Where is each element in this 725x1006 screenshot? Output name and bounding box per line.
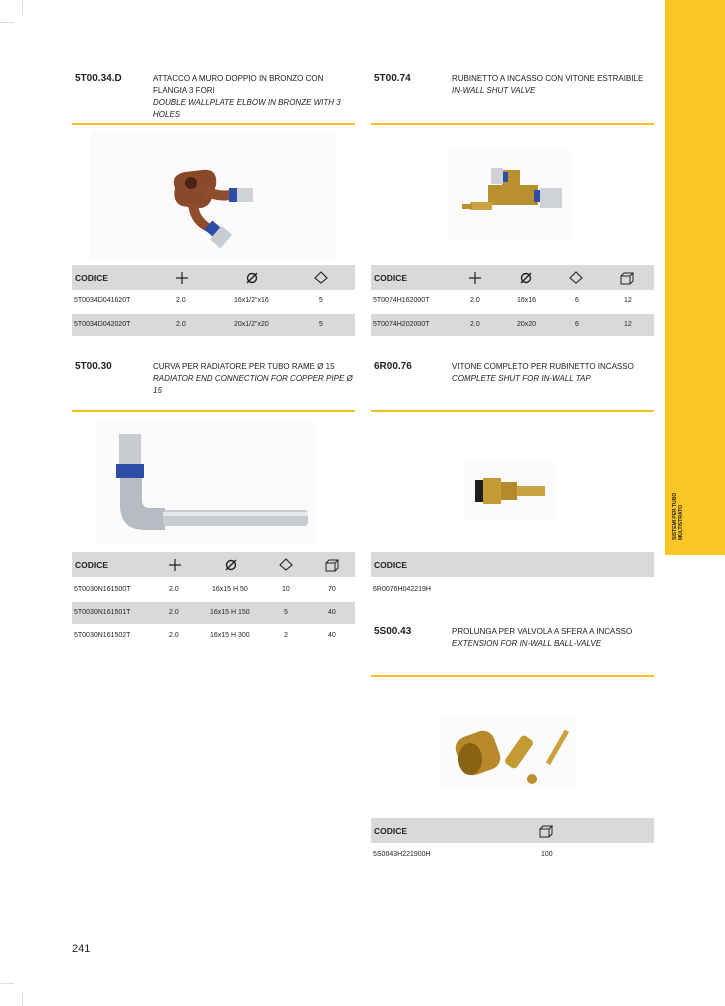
product-code: 5T00.74 xyxy=(374,73,411,84)
product-photo xyxy=(448,150,573,240)
table-row xyxy=(72,579,355,601)
cell-code: 5S0043H221900H xyxy=(373,851,431,858)
table-header xyxy=(371,552,654,577)
description-italian: PROLUNGA PER VALVOLA A SFERA A INCASSO xyxy=(452,627,633,636)
table-header-label: CODICE xyxy=(374,560,408,570)
table-row xyxy=(371,290,654,312)
table-row xyxy=(371,314,654,336)
description-english: DOUBLE WALLPLATE ELBOW IN BRONZE WITH 3 HOLES xyxy=(153,98,341,119)
page-number: 241 xyxy=(72,943,91,955)
cell-thickness: 2.0 xyxy=(169,632,179,639)
diameter-icon xyxy=(245,271,259,285)
cell-size: 16x15 H 150 xyxy=(210,609,250,616)
product-code: 5T00.34.D xyxy=(75,73,122,84)
product-description xyxy=(153,361,358,397)
table-row xyxy=(72,625,355,647)
thickness-icon xyxy=(175,271,189,285)
table-row xyxy=(72,290,355,312)
cell-thickness: 2.0 xyxy=(169,586,179,593)
package-icon xyxy=(314,271,328,285)
description-english: COMPLETE SHUT FOR IN-WALL TAP xyxy=(452,374,591,383)
divider xyxy=(371,123,654,125)
cell-code: 6R0076H042219H xyxy=(373,586,431,593)
cell-package: 6 xyxy=(575,321,579,328)
product-photo xyxy=(465,460,555,520)
product-description xyxy=(452,73,652,97)
cell-thickness: 2.0 xyxy=(470,321,480,328)
description-italian: RUBINETTO A INCASSO CON VITONE ESTRAIBILE xyxy=(452,74,644,83)
crop-mark xyxy=(0,983,14,998)
cell-package: 5 xyxy=(319,297,323,304)
cell-thickness: 2.0 xyxy=(169,609,179,616)
cell-code: 5T0074H202000T xyxy=(373,321,430,328)
table-header xyxy=(72,552,355,577)
table-header xyxy=(371,265,654,290)
product-description xyxy=(452,361,652,385)
table-header-label: CODICE xyxy=(374,826,408,836)
diameter-icon xyxy=(519,271,533,285)
cell-size: 20x1/2"x20 xyxy=(234,321,269,328)
cell-box: 100 xyxy=(541,851,553,858)
divider xyxy=(72,410,355,412)
section-tab-label: SISTEMI PER TUBO MULTISTRATO xyxy=(672,492,684,540)
cell-box: 12 xyxy=(624,297,632,304)
product-photo xyxy=(95,420,315,545)
cell-code: 5T0034D042020T xyxy=(74,321,131,328)
package-icon xyxy=(279,558,293,572)
product-photo xyxy=(440,715,575,790)
table-row xyxy=(72,602,355,624)
cell-package: 2 xyxy=(284,632,288,639)
cell-size: 16x15 H 50 xyxy=(212,586,248,593)
cell-package: 5 xyxy=(284,609,288,616)
cell-box: 40 xyxy=(328,609,336,616)
cell-thickness: 2.0 xyxy=(176,321,186,328)
crop-mark xyxy=(22,992,37,1006)
cell-thickness: 2.0 xyxy=(470,297,480,304)
box-icon xyxy=(539,824,553,838)
cell-size: 20x20 xyxy=(517,321,537,328)
cell-size: 16x1/2"x16 xyxy=(234,297,269,304)
description-english: IN-WALL SHUT VALVE xyxy=(452,86,536,95)
table-header-label: CODICE xyxy=(75,273,109,283)
table-row xyxy=(72,314,355,336)
cell-size: 16x15 H 300 xyxy=(210,632,250,639)
product-description xyxy=(153,73,348,121)
cell-box: 40 xyxy=(328,632,336,639)
cell-box: 70 xyxy=(328,586,336,593)
divider xyxy=(371,410,654,412)
product-photo xyxy=(90,130,335,260)
table-header xyxy=(72,265,355,290)
cell-size: 16x16 xyxy=(517,297,537,304)
divider xyxy=(72,123,355,125)
description-english: RADIATOR END CONNECTION FOR COPPER PIPE Ø 15 xyxy=(153,374,353,395)
product-code: 6R00.76 xyxy=(374,361,412,372)
description-italian: ATTACCO A MURO DOPPIO IN BRONZO CON FLANGIA 3 FORI xyxy=(153,74,324,95)
divider xyxy=(371,675,654,677)
cell-code: 5T0030N161500T xyxy=(74,586,131,593)
cell-code: 5T0030N161502T xyxy=(74,632,131,639)
package-icon xyxy=(569,271,583,285)
table-header-label: CODICE xyxy=(75,560,109,570)
cell-code: 5T0034D041620T xyxy=(74,297,131,304)
cell-thickness: 2.0 xyxy=(176,297,186,304)
cell-code: 5T0030N161501T xyxy=(74,609,131,616)
cell-package: 10 xyxy=(282,586,290,593)
thickness-icon xyxy=(168,558,182,572)
table-header xyxy=(371,818,654,843)
crop-mark xyxy=(22,0,37,14)
description-english: EXTENSION FOR IN-WALL BALL-VALVE xyxy=(452,639,602,648)
diameter-icon xyxy=(224,558,238,572)
table-row xyxy=(371,844,654,866)
product-code: 5S00.43 xyxy=(374,626,412,637)
description-italian: CURVA PER RADIATORE PER TUBO RAME Ø 15 xyxy=(153,362,335,371)
description-italian: VITONE COMPLETO PER RUBINETTO INCASSO xyxy=(452,362,634,371)
table-row xyxy=(371,579,654,601)
product-code: 5T00.30 xyxy=(75,361,112,372)
cell-package: 5 xyxy=(319,321,323,328)
cell-box: 12 xyxy=(624,321,632,328)
box-icon xyxy=(325,558,339,572)
product-description xyxy=(452,626,652,650)
thickness-icon xyxy=(468,271,482,285)
cell-code: 5T0074H162000T xyxy=(373,297,430,304)
crop-mark xyxy=(0,22,14,37)
box-icon xyxy=(620,271,634,285)
table-header-label: CODICE xyxy=(374,273,408,283)
cell-package: 6 xyxy=(575,297,579,304)
